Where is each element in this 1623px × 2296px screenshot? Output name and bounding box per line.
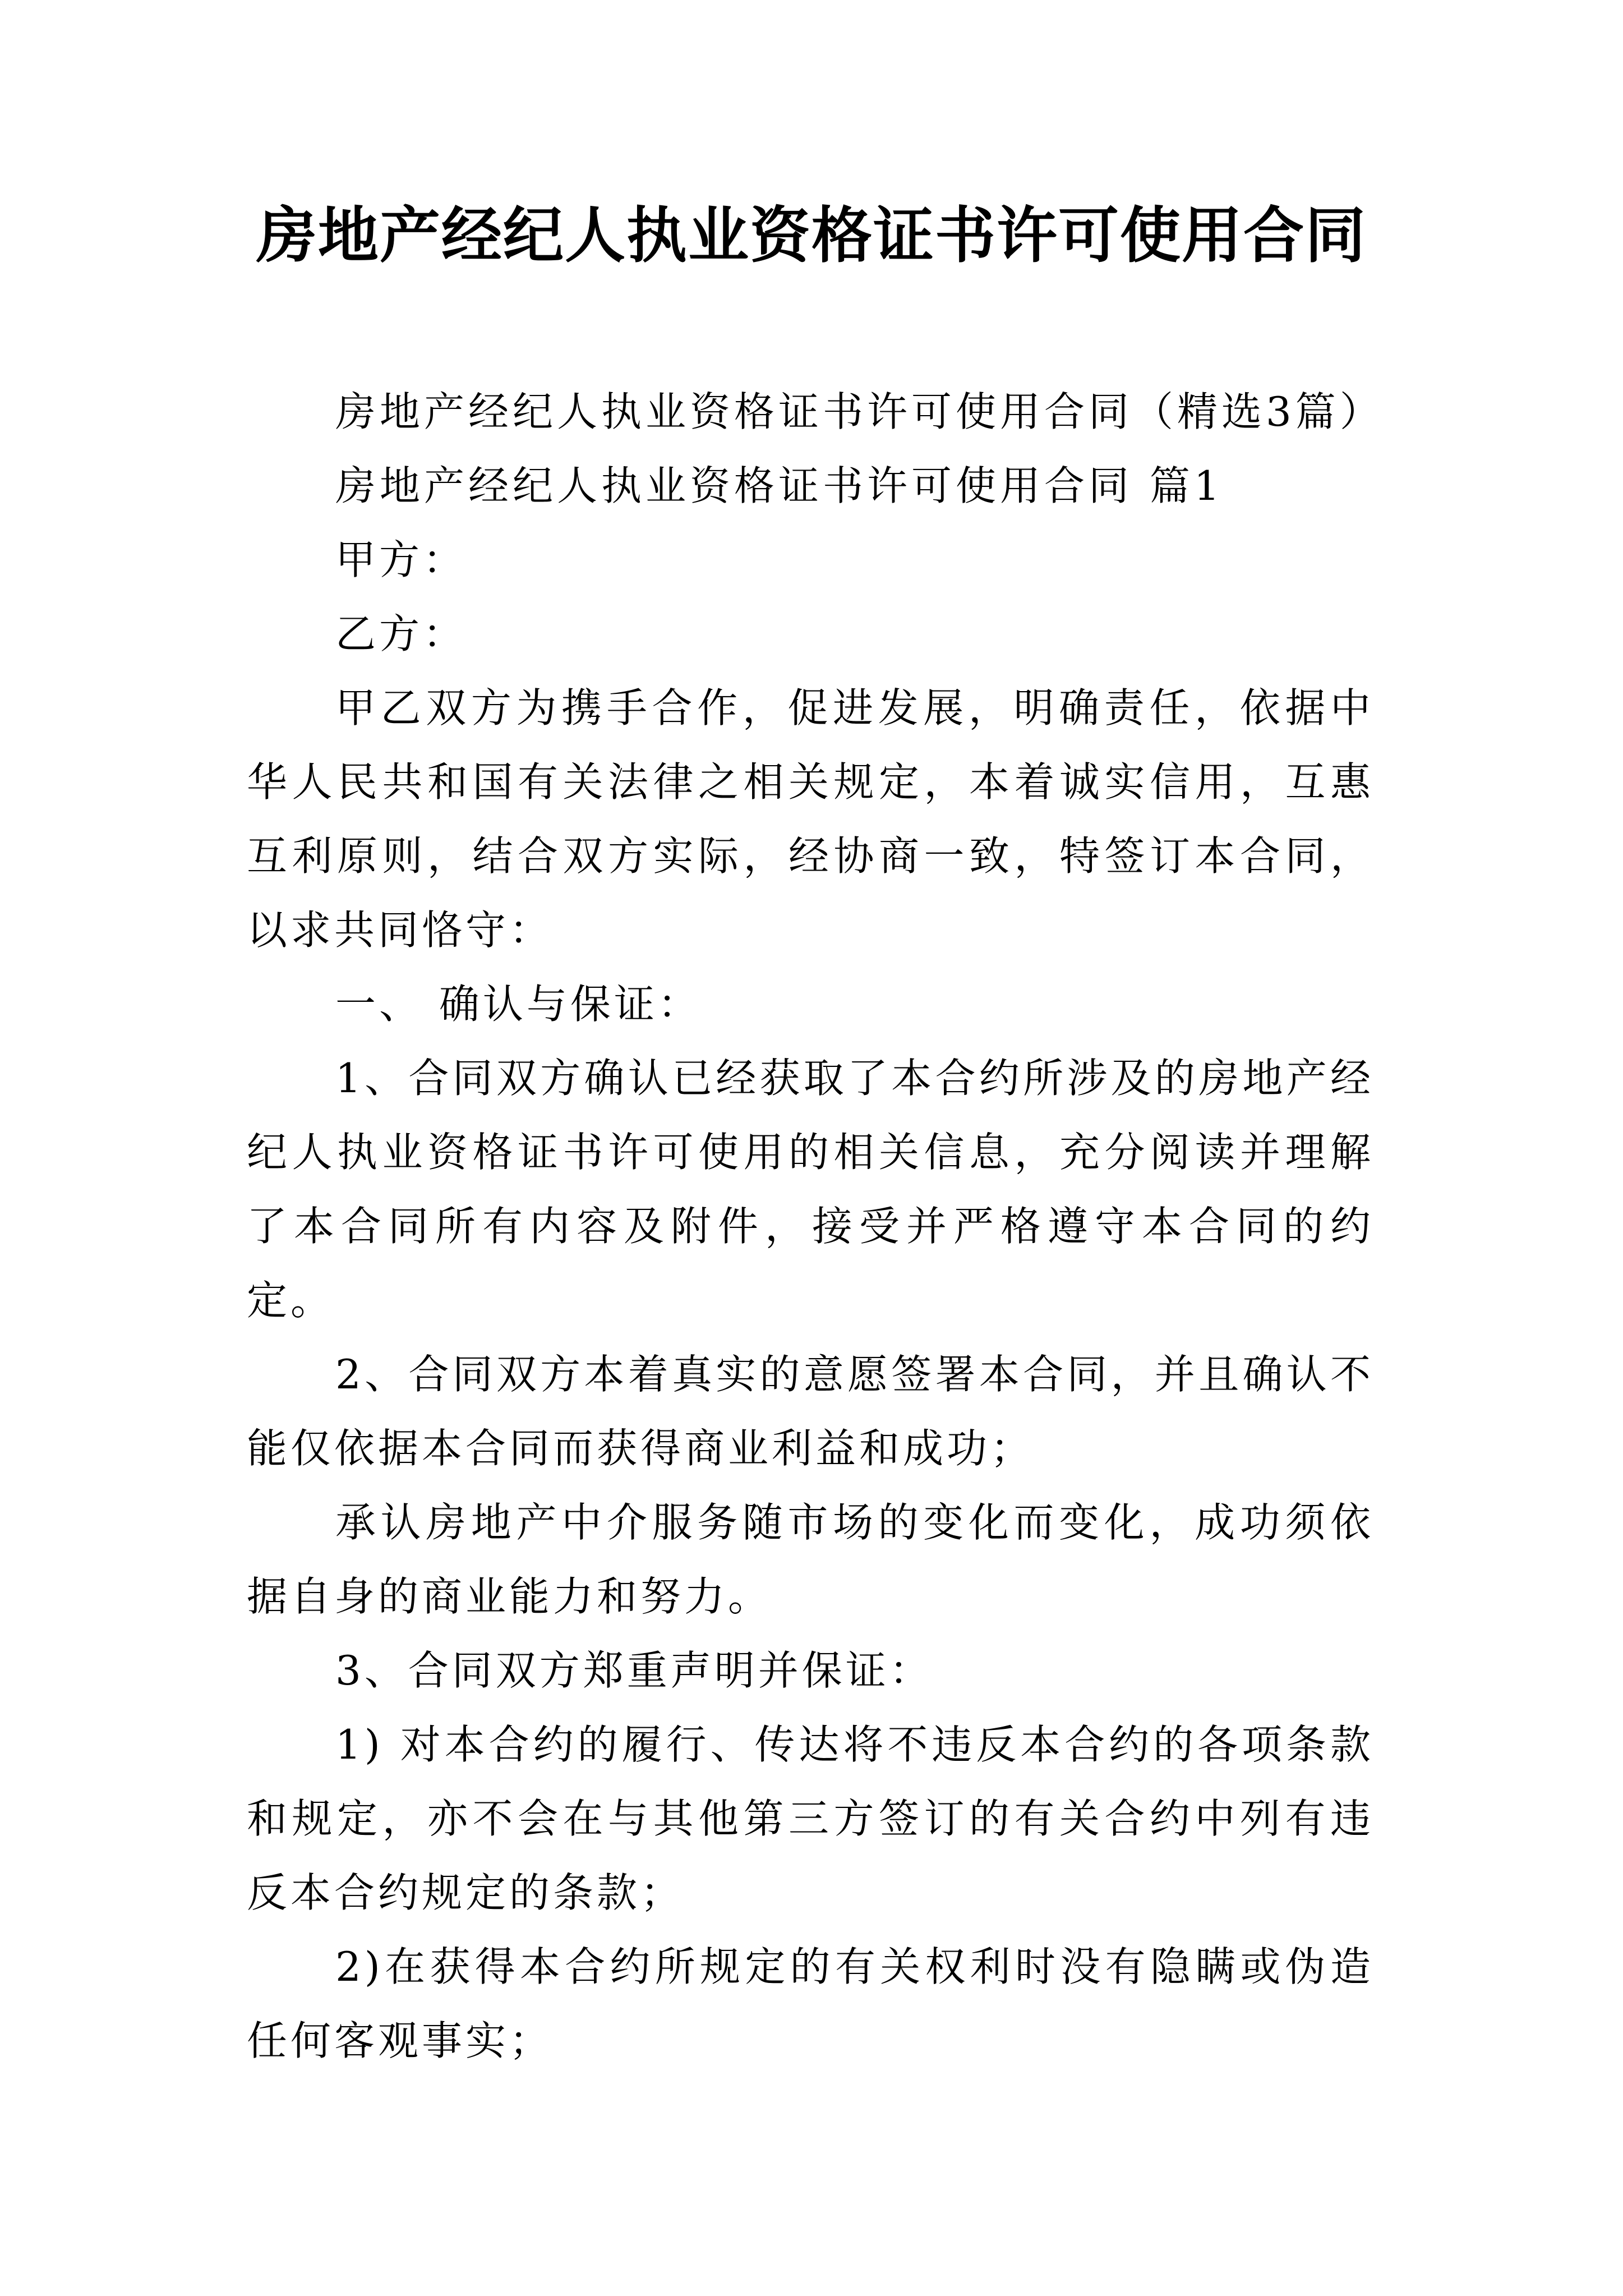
paragraph-clause-2: 2、合同双方本着真实的意愿签署本合同，并且确认不能仅依据本合同而获得商业利益和成功； xyxy=(247,1351,1374,1472)
paragraph-clause-3: 3、合同双方郑重声明并保证： xyxy=(335,1647,933,1694)
document-title: 房地产经纪人执业资格证书许可使用合同 xyxy=(256,200,1367,271)
paragraph-clause-2-note: 承认房地产中介服务随市场的变化而变化，成功须依据自身的商业能力和努力。 xyxy=(247,1499,1374,1620)
paragraph-party-a: 甲方： xyxy=(335,536,467,583)
paragraph-clause-1: 1、合同双方确认已经获取了本合约所涉及的房地产经纪人执业资格证书许可使用的相关信息，充分阅读并理解了本合同所有内容及附件，接受并严格遵守本合同的约定。 xyxy=(247,1055,1374,1324)
paragraph-party-b: 乙方： xyxy=(335,610,467,657)
paragraph-preamble: 甲乙双方为携手合作，促进发展，明确责任，依据中华人民共和国有关法律之相关规定，本着诚实信用，互惠互利原则，结合双方实际，经协商一致，特签订本合同，以求共同恪守： xyxy=(247,684,1374,954)
paragraph-subtitle: 房地产经纪人执业资格证书许可使用合同（精选3篇） xyxy=(335,388,1384,435)
paragraph-clause-3-2: 2)在获得本合约所规定的有关权利时没有隐瞒或伪造任何客观事实； xyxy=(247,1943,1374,2064)
document-body xyxy=(247,375,1384,2078)
paragraph-section-heading: 房地产经纪人执业资格证书许可使用合同 篇1 xyxy=(335,462,1224,509)
paragraph-clause-3-1: 1) 对本合约的履行、传达将不违反本合约的各项条款和规定，亦不会在与其他第三方签订的有关合约中列有违反本合约规定的条款； xyxy=(247,1721,1374,1916)
paragraph-clause-heading: 一、 确认与保证： xyxy=(335,981,702,1028)
